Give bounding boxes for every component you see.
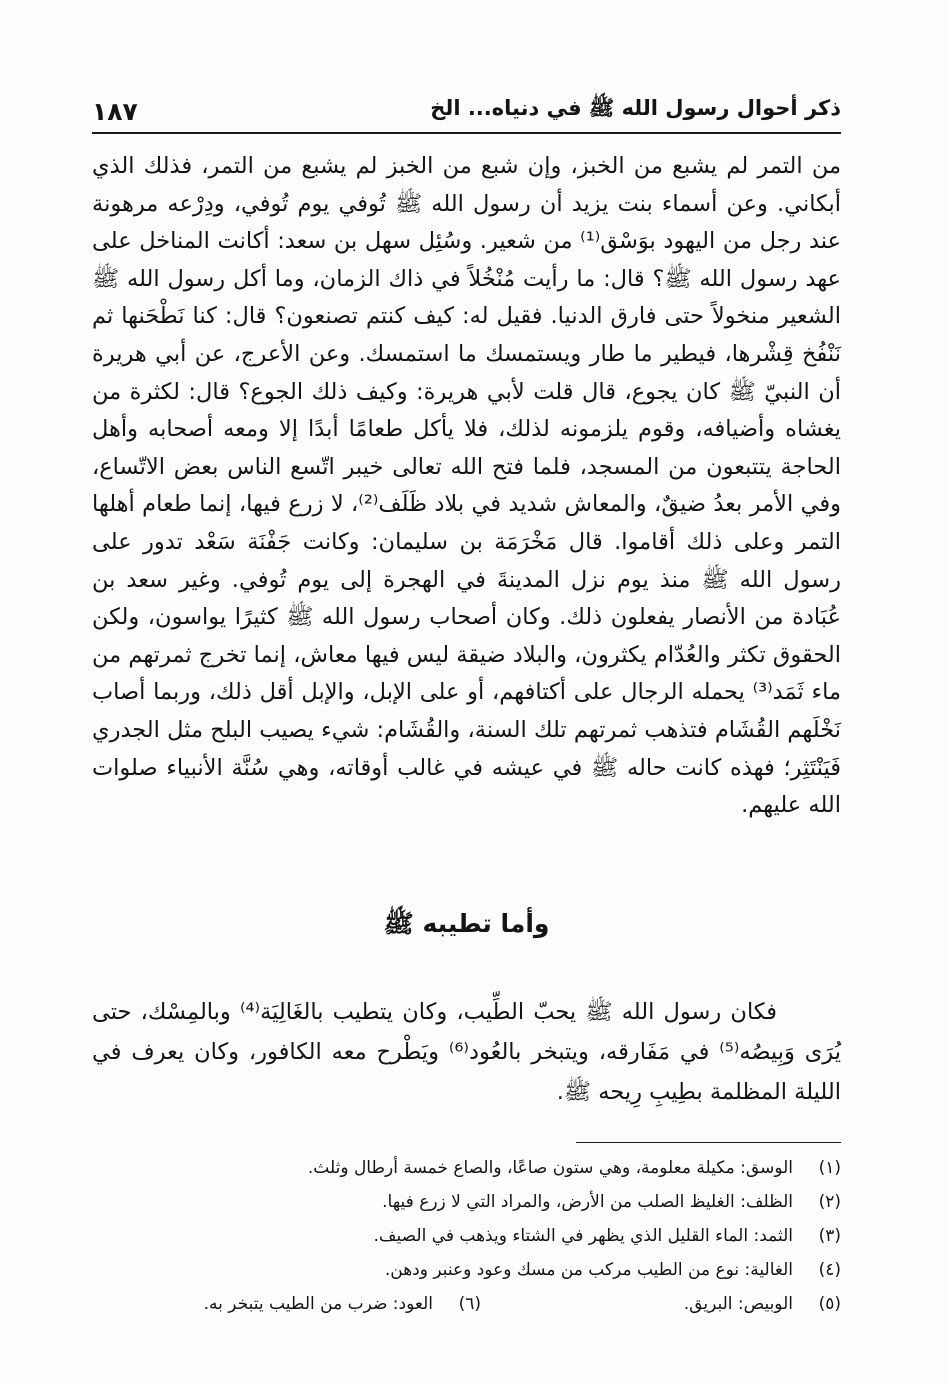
footnote-number: (٢) — [818, 1192, 841, 1212]
footnote-pair — [92, 1287, 841, 1321]
footnote-text: الغالية: نوع من الطيب مركب من مسك وعود وعنبر ودهن. — [384, 1260, 793, 1280]
section-text — [92, 992, 841, 1112]
body-paragraph: من التمر لم يشبع من الخبز، وإن شبع من الخبز لم يشبع من التمر، فذلك الذي أبكاني. وعن أسماء بنت يزيد أن رسول الله ﷺ تُوفي يوم تُوفي، ودِرْعه مرهونة عند رجل من اليهود بوَسْق⁽¹⁾ من شعير. وسُئِل سهل بن سعد: أكانت المناخل على عهد رسول الله ﷺ؟ قال: ما رأيت مُنْخُلاً في ذاك الزمان، وما أكل رسول الله ﷺ الشعير منخولاً حتى فارق الدنيا. فقيل له: كيف كنتم تصنعون؟ قال: كنا نَطْحَنها ثم نَنْفُخ قِشْرها، فيطير ما طار ويستمسك ما استمسك. وعن الأعرج، عن أبي هريرة أن النبيّ ﷺ كان يجوع، قال قلت لأبي هريرة: وكيف ذلك الجوع؟ قال: لكثرة من يغشاه وأضيافه، وقوم يلزمونه لذلك، فلا يأكل طعامًا أبدًا إلا ومعه أصحابه وأهل الحاجة يتتبعون من المسجد، فلما فتح الله تعالى خيبر اتّسع الناس بعض الاتّساع، وفي الأمر بعدُ ضيقٌ، والمعاش شديد في بلاد ظَلَف⁽²⁾، لا زرع فيها، إنما طعام أهلها التمر وعلى ذلك أقاموا. قال مَخْرَمَة بن سليمان: وكانت جَفْنَة سَعْد تدور على رسول الله ﷺ منذ يوم نزل المدينةَ في الهجرة إلى يوم تُوفي. وغير سعد بن عُبَادة من الأنصار يفعلون ذلك. وكان أصحاب رسول الله ﷺ كثيرًا يواسون، ولكن الحقوق تكثر والعُدّام يكثرون، والبلاد ضيقة ليس فيها معاش، إنما تخرج ثمرتهم من ماء ثَمَد⁽³⁾ يحمله الرجال على أكتافهم، أو على الإبل، والإبل أقل ذلك، وربما أصاب نَخْلَهم القُشَام فتذهب ثمرتهم تلك السنة، والقُشَام: شيء يصيب البلح مثل الجدري فَيَنْتَثِر؛ فهذه كانت حاله ﷺ في عيشه في غالب أوقاته، وهي سُنَّة الأنبياء صلوات الله عليهم. — [92, 153, 842, 819]
footnote-text: الوبيص: البريق. — [683, 1294, 793, 1314]
footnote — [92, 1219, 841, 1253]
footnote-text: العود: ضرب من الطيب يتبخر به. — [203, 1294, 433, 1314]
page-number: ١٨٧ — [92, 97, 138, 126]
footnote — [481, 1287, 841, 1321]
footnotes — [92, 1151, 841, 1321]
footnote-text: الثمد: الماء القليل الذي يظهر في الشتاء ويذهب في الصيف. — [373, 1226, 793, 1246]
footnote — [92, 1185, 841, 1219]
header-rule — [92, 132, 841, 134]
running-title: ذكر أحوال رسول الله ﷺ في دنياه... الخ — [430, 96, 841, 120]
page-header — [92, 86, 841, 126]
footnote-number: (٦) — [458, 1294, 481, 1314]
footnote-number: (٤) — [818, 1260, 841, 1280]
footnote-number: (١) — [818, 1158, 841, 1178]
section-heading: وأما تطيبه ﷺ — [383, 909, 550, 938]
section-paragraph: فكان رسول الله ﷺ يحبّ الطِّيب، وكان يتطيب بالغَالِيَة⁽⁴⁾ وبالمِسْك، حتى يُرَى وَبِيصُه⁽⁵⁾ في مَفَارقه، ويتبخر بالعُود⁽⁶⁾ ويَطْرح معه الكافور، وكان يعرف في الليلة المظلمة بطِيبِ رِيحه ﷺ. — [92, 999, 841, 1105]
footnote-number: (٣) — [818, 1226, 841, 1246]
footnote — [92, 1253, 841, 1287]
footnote — [92, 1151, 841, 1185]
footnote — [121, 1287, 481, 1321]
footnote-text: الظلف: الغليظ الصلب من الأرض، والمراد التي لا زرع فيها. — [382, 1192, 793, 1212]
footnote-rule — [576, 1142, 841, 1143]
footnote-text: الوسق: مكيلة معلومة، وهي ستون صاعًا، والصاع خمسة أرطال وثلث. — [307, 1158, 793, 1178]
footnote-number: (٥) — [818, 1294, 841, 1314]
main-text — [92, 148, 841, 825]
